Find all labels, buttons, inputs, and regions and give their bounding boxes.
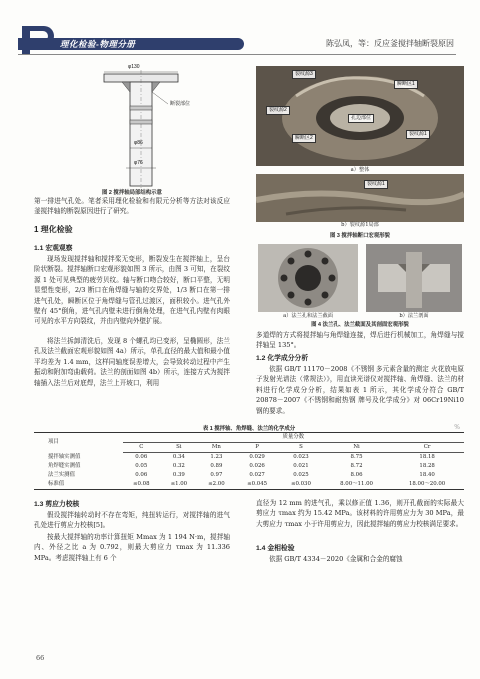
macro-observation-paragraph: 现场发现搅拌轴和搅拌桨无变形，断裂发生在搅拌轴上，呈台阶状断裂。搅拌轴断口宏观形貌如图 3 所示，由图 3 可知，在裂纹源 1 处可见典型的疲劳贝纹。轴与断口吻合较好，断口平整，无明显塑性变形，2/3 断口在角焊缝与轴的交界处，1/3 断口在第一排进气孔处，瞬断区位于角焊缝与管孔过渡区，面积较小。进气孔外壁有 45°倒角，进气孔内壁未进行倒角处理，在进气孔内壁有肉眼可见的水平方向裂纹，并由内壁向外壁扩展。: [34, 255, 230, 326]
table-1: [34, 432, 464, 490]
table-cell: 0.06: [135, 472, 148, 478]
table-cell: 18.18: [419, 454, 435, 460]
element-column-header: C: [123, 443, 161, 453]
table-cell: 0.39: [172, 472, 185, 478]
table-cell: 18.00～20.00: [408, 481, 446, 487]
table-cell: 0.021: [293, 463, 309, 469]
figure-4-caption: 图 4 法兰孔、法兰截面及其剖面宏观形貌: [311, 322, 409, 328]
figure-4b-photo: [366, 244, 462, 312]
figure-3a-subcaption: a）整体: [350, 167, 370, 173]
chemical-composition-table: [34, 433, 464, 489]
table-cell: 1.23: [210, 454, 223, 460]
row-label: 搅拌轴实测值: [48, 453, 81, 460]
section-1-3-heading: 1.3 剪应力校核: [34, 501, 80, 508]
table-row: [34, 480, 464, 489]
element-column-header: S: [279, 443, 323, 453]
table-cell: 8.75: [350, 454, 363, 460]
section-1-4-heading: 1.4 金相检验: [256, 545, 295, 552]
item-column-header: 项目: [48, 439, 59, 446]
table-cell: 0.026: [249, 463, 265, 469]
metallography-paragraph: 依据 GB/T 4334－2020《金属和合金的腐蚀: [269, 555, 403, 563]
element-column-header: Si: [160, 443, 198, 453]
table-cell: 8.06: [350, 472, 363, 478]
element-column-header: Mn: [198, 443, 236, 453]
table-row: [34, 453, 464, 463]
element-column-header: Ni: [323, 443, 390, 453]
flange-section-image: [366, 244, 462, 312]
page-number: 66: [36, 654, 45, 662]
fracture-location-label: 断裂部位: [170, 101, 191, 107]
table-cell: 0.023: [293, 454, 309, 460]
figure-3-caption: 图 3 搅拌轴断口宏观形貌: [330, 233, 390, 239]
shaft-diameter-label: φ76: [134, 160, 143, 166]
section-1-2-heading: 1.2 化学成分分析: [256, 355, 309, 362]
shaft-schematic-drawing: [34, 68, 230, 188]
journal-name: 理化检验-物理分册: [60, 39, 136, 49]
hole-edge-label: 孔边部位: [348, 114, 374, 123]
weld-description-paragraph: 多道焊的方式将搅拌轴与角焊缝连接，焊后进行机械加工，角焊缝与搅拌轴呈 135°。: [256, 331, 464, 350]
figure-2-caption: 图 2 搅拌轴局部结构示意: [102, 190, 162, 196]
element-column-header: P: [235, 443, 279, 453]
table-cell: 0.97: [210, 472, 223, 478]
element-column-header: Cr: [390, 443, 464, 453]
running-title: 陈弘凤，等：反应釜搅拌轴断裂原因: [326, 39, 454, 48]
figure-3a-photo: [256, 66, 464, 166]
chemical-analysis-paragraph: 依据 GB/T 11170－2008《不锈钢 多元素含量的测定 火花放电原子发射光谱法（常规法）》，用直读光谱仪对搅拌轴、角焊缝、法兰的材料进行化学成分分析，结果如表 1 所示，其化学成分符合 GB/T 20878－2007《不锈钢和耐热钢 牌号及化学成分》对 06Cr19Ni10 钢的要求。: [256, 365, 464, 415]
table-row: [34, 462, 464, 471]
table-unit-mark: %: [454, 424, 460, 431]
inner-diameter-label: φ86: [134, 140, 143, 146]
table-cell: ≤0.030: [290, 481, 311, 487]
page-header: [0, 0, 480, 62]
table-cell: 0.029: [249, 454, 265, 460]
table-cell: 0.32: [172, 463, 185, 469]
table-cell: 18.28: [419, 463, 435, 469]
crack-source-2-label: 裂纹源2: [266, 106, 290, 115]
flange-observation-paragraph: 将法兰拆卸清洗后，发现 8 个螺孔均已变形，呈椭圆形，法兰孔及法兰截面宏观形貌如图 4a）所示，单孔直径的最大值和最小值平均差为 1.4 mm，这样同轴度误差增大，会导致转动过程中产生振动和附加弯曲载荷。法兰的剖面如图 4b）所示，连接方式为搅拌轴插入法兰后对底焊，法兰上开坡口，利用: [34, 337, 230, 387]
intro-paragraph-end: 第一排进气孔处。笔者采用理化检验和有限元分析等方法对该反应釜搅拌轴的断裂原因进行了研究。: [34, 197, 230, 216]
table-1-caption: 表 1 搅拌轴、角焊缝、法兰的化学成分: [202, 426, 296, 432]
crack-source-detail-image: [256, 174, 464, 222]
row-label: 标准值: [48, 481, 65, 487]
shear-stress-paragraph-2: 按最大搅拌轴的功率计算扭矩 Mmax 为 1 194 N·m，搅拌轴内、外径之比 a 为 0.792，则最大剪应力 τmax 为 11.336 MPa。考虑搅拌轴上有 6 个: [34, 533, 230, 562]
table-cell: 0.89: [210, 463, 223, 469]
shear-stress-paragraph-1: 假设搅拌轴转动时不存在弯矩，纯扭转运行，对搅拌轴的进气孔处进行剪应力校核[5]。: [34, 511, 230, 530]
table-cell: ≤1.00: [170, 481, 188, 487]
flange-holes-image: [258, 244, 358, 312]
shear-stress-conclusion-paragraph: 直径为 12 mm 的进气孔，乘以修正值 1.36，则开孔截面的实际最大剪应力 τmax 约为 15.42 MPa。该材料的许用剪应力为 30 MPa，最大剪应力 τmax 小于许用剪应力，因此搅拌轴的剪应力校核满足要求。: [256, 499, 464, 528]
mass-fraction-header: 质量分数: [123, 433, 465, 443]
crack-source-1-detail-label: 裂纹源1: [364, 180, 388, 189]
table-cell: 8.72: [350, 463, 363, 469]
table-cell: 0.027: [249, 472, 265, 478]
figure-2-schematic: [34, 64, 230, 188]
table-cell: 8.00～11.00: [340, 481, 373, 487]
figure-3b-photo: [256, 174, 464, 222]
crack-source-1-label: 裂纹源1: [406, 130, 430, 139]
row-label: 角焊缝实测值: [48, 463, 81, 469]
table-cell: 0.025: [293, 472, 309, 478]
table-cell: ≤0.045: [247, 481, 268, 487]
header-divider: [18, 54, 456, 55]
table-row: [34, 471, 464, 480]
table-cell: 0.05: [135, 463, 148, 469]
table-body: [34, 453, 464, 490]
fast-fracture-2-label: 瞬断区2: [292, 134, 316, 143]
table-cell: ≤0.08: [133, 481, 150, 487]
flange-diameter-label: φ130: [128, 64, 140, 70]
table-cell: 0.34: [172, 454, 185, 460]
table-cell: 18.40: [419, 472, 435, 478]
row-label: 法兰实测值: [48, 472, 75, 478]
table-cell: ≤2.00: [208, 481, 225, 487]
section-1-1-heading: 1.1 宏观观察: [34, 245, 73, 252]
figure-4b-subcaption: b）法兰剖面: [399, 313, 429, 319]
figure-4a-photo: [258, 244, 358, 312]
figure-4a-subcaption: a）法兰孔和法兰截面: [283, 313, 333, 319]
section-1-heading: 1 理化检验: [34, 225, 73, 234]
table-cell: 0.06: [135, 454, 148, 460]
fast-fracture-1-label: 瞬断区1: [394, 80, 418, 89]
crack-source-3-label: 裂纹源3: [292, 70, 316, 79]
figure-3b-subcaption: b）裂纹源1局部: [341, 222, 379, 228]
